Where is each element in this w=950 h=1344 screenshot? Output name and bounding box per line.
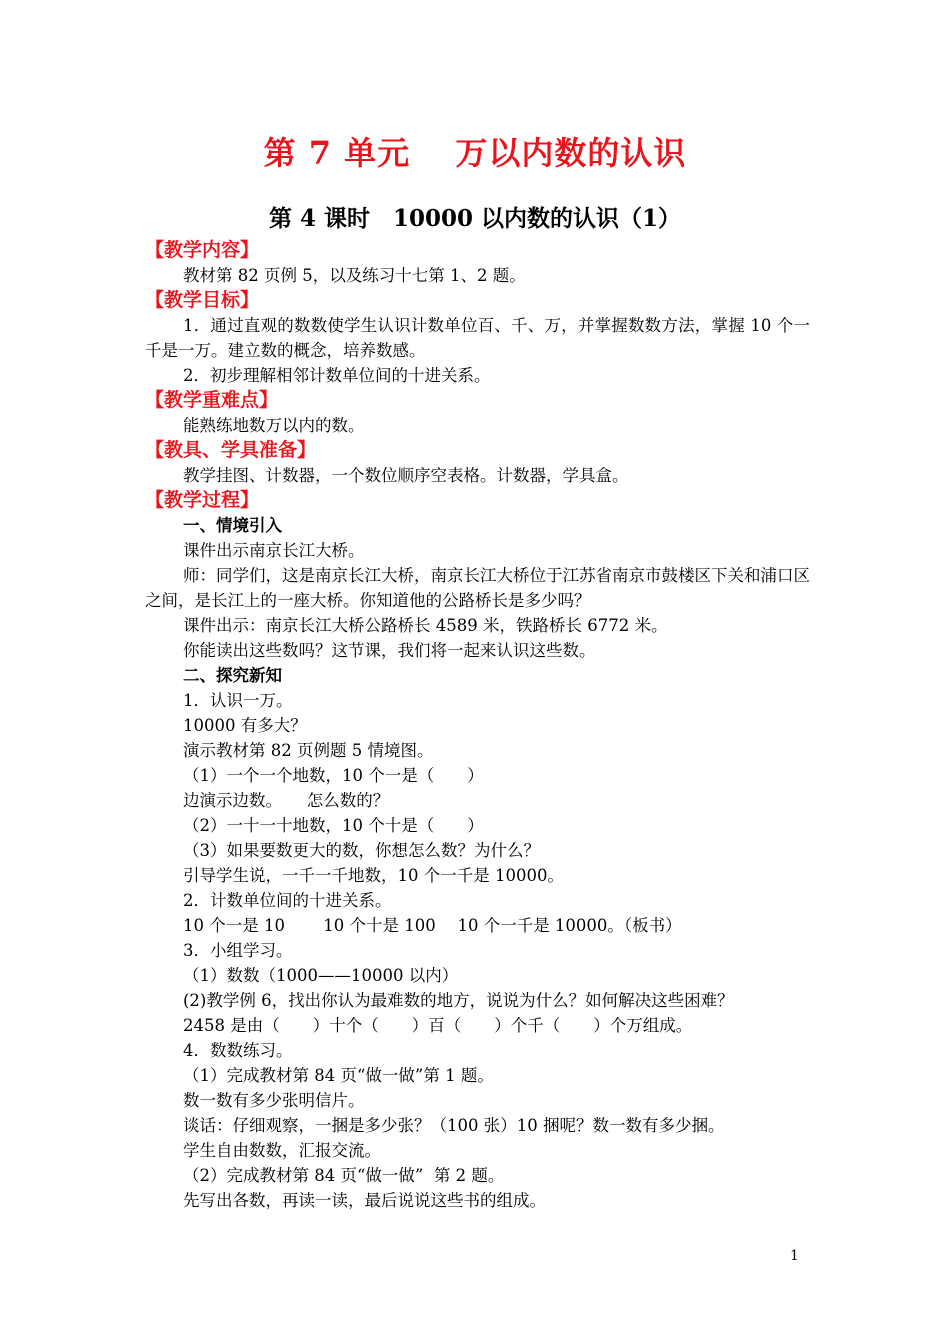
body-paragraph: 课件出示南京长江大桥。 — [183, 541, 365, 560]
body-paragraph: 引导学生说，一千一千地数，10 个一千是 10000。 — [183, 866, 564, 885]
section-heading: 【教具、学具准备】 — [145, 439, 317, 461]
body-paragraph: （1）完成教材第 84 页“做一做”第 1 题。 — [183, 1066, 494, 1085]
lesson-title: 第 4 课时 10000 以内数的认识（1） — [268, 205, 682, 232]
body-paragraph: 教学挂图、计数器，一个数位顺序空表格。计数器，学具盒。 — [183, 466, 629, 485]
body-paragraph: 演示教材第 82 页例题 5 情境图。 — [183, 741, 434, 760]
body-paragraph: （2）一十一十地数，10 个十是（ ） — [183, 816, 484, 835]
body-paragraph: 先写出各数，再读一读，最后说说这些书的组成。 — [183, 1191, 546, 1210]
body-paragraph: 二、探究新知 — [183, 666, 282, 685]
lesson-body — [145, 238, 810, 1213]
body-paragraph: 师：同学们，这是南京长江大桥，南京长江大桥位于江苏省南京市鼓楼区下关和浦口区之间，是长江上的一座大桥。你知道他的公路桥长是多少吗？ — [145, 566, 810, 610]
body-paragraph: 3．小组学习。 — [183, 941, 293, 960]
body-paragraph: 教材第 82 页例 5，以及练习十七第 1、2 题。 — [183, 266, 526, 285]
body-paragraph: 2．计数单位间的十进关系。 — [183, 891, 392, 910]
body-paragraph: (2)教学例 6，找出你认为最难数的地方，说说为什么？如何解决这些困难？ — [183, 991, 734, 1010]
body-paragraph: 10 个一是 10 10 个十是 100 10 个一千是 10000。（板书） — [183, 916, 682, 935]
section-heading: 【教学内容】 — [145, 239, 260, 261]
body-paragraph: 4．数数练习。 — [183, 1041, 293, 1060]
body-paragraph: 10000 有多大？ — [183, 716, 307, 735]
body-paragraph: 能熟练地数万以内的数。 — [183, 416, 365, 435]
unit-title: 第 7 单元 万以内数的认识 — [263, 134, 687, 172]
body-paragraph: （1）数数（1000——10000 以内） — [183, 966, 459, 985]
section-heading: 【教学过程】 — [145, 489, 260, 511]
body-paragraph: 边演示边数。 怎么数的？ — [183, 791, 390, 810]
body-paragraph: 2．初步理解相邻计数单位间的十进关系。 — [183, 366, 491, 385]
body-paragraph: 你能读出这些数吗？这节课，我们将一起来认识这些数。 — [183, 641, 596, 660]
body-paragraph: 1．认识一万。 — [183, 691, 293, 710]
body-paragraph: 2458 是由（ ）十个（ ）百（ ）个千（ ）个万组成。 — [183, 1016, 693, 1035]
body-paragraph: （3）如果要数更大的数，你想怎么数？为什么？ — [183, 841, 540, 860]
body-paragraph: （1）一个一个地数，10 个一是（ ） — [183, 766, 484, 785]
section-heading: 【教学重难点】 — [145, 389, 279, 411]
section-heading: 【教学目标】 — [145, 289, 260, 311]
body-paragraph: 课件出示：南京长江大桥公路桥长 4589 米，铁路桥长 6772 米。 — [183, 616, 668, 635]
body-paragraph: 一、情境引入 — [183, 516, 282, 535]
page-number: 1 — [790, 1248, 799, 1264]
body-paragraph: （2）完成教材第 84 页“做一做” 第 2 题。 — [183, 1166, 505, 1185]
body-paragraph: 数一数有多少张明信片。 — [183, 1091, 365, 1110]
body-paragraph: 学生自由数数，汇报交流。 — [183, 1141, 381, 1160]
body-paragraph: 谈话：仔细观察，一捆是多少张？（100 张）10 捆呢？数一数有多少捆。 — [183, 1116, 725, 1135]
body-paragraph: 1．通过直观的数数使学生认识计数单位百、千、万，并掌握数数方法，掌握 10 个一千是一万。建立数的概念，培养数感。 — [145, 316, 810, 360]
